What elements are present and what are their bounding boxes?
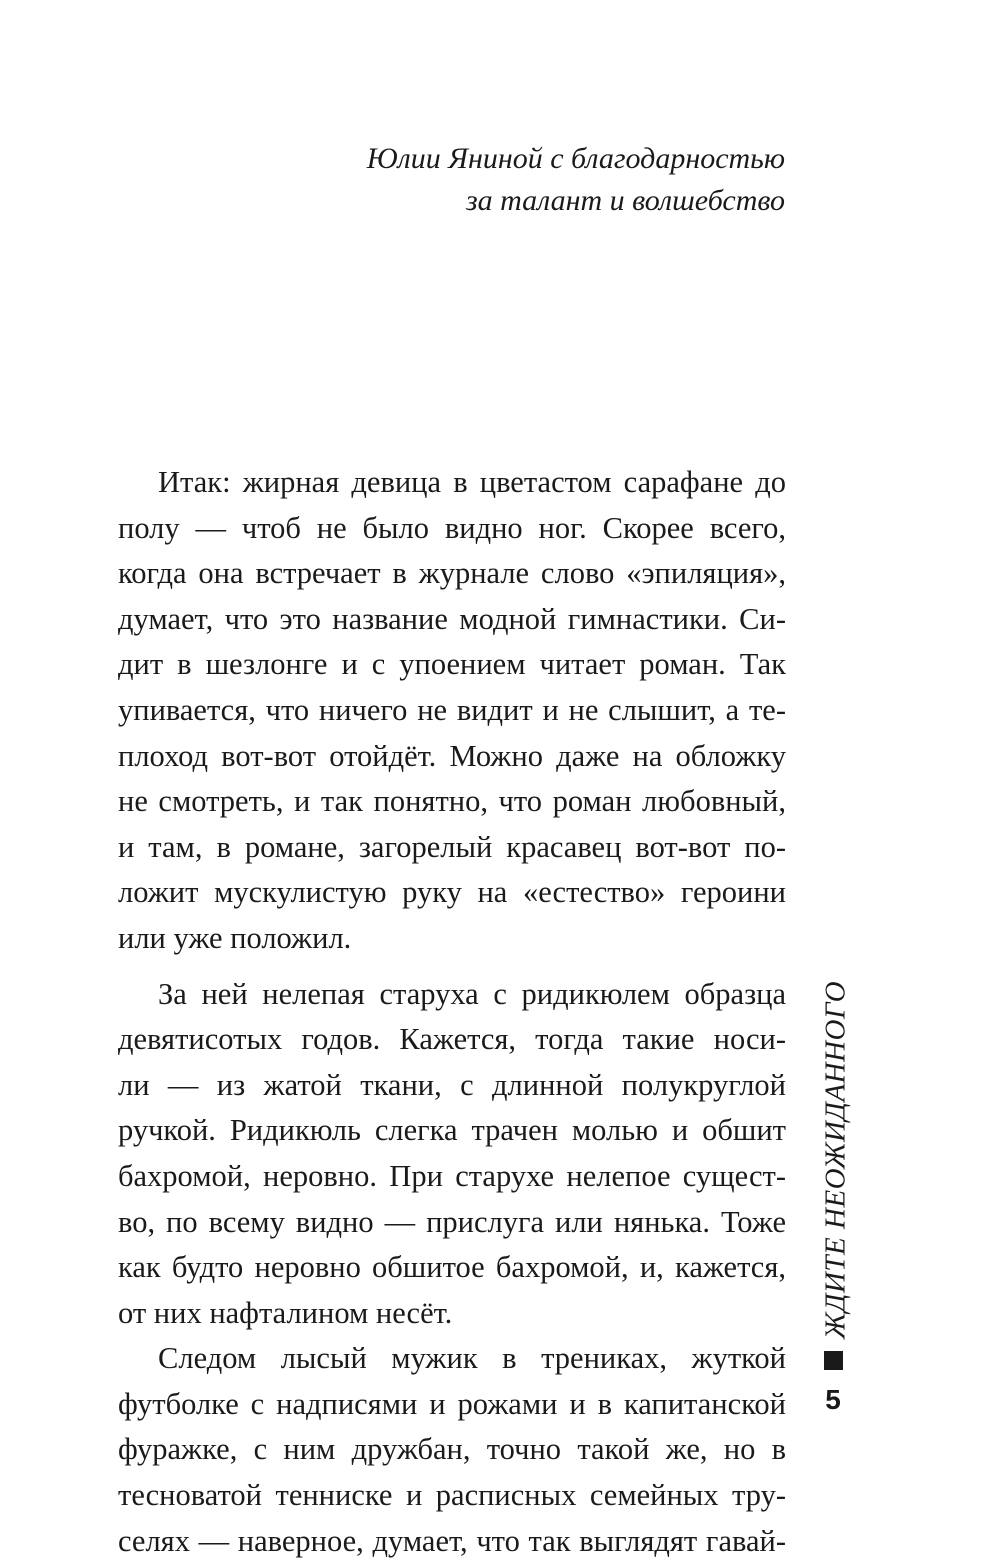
text-line: футболке с надписями и рожами и в капитанской [118, 1386, 786, 1421]
text-line: плоход вот-вот отойдёт. Можно даже на обложку [118, 738, 786, 773]
text-line: бахромой, неровно. При старухе нелепое сущест- [118, 1158, 786, 1193]
page-number: 5 [825, 1384, 841, 1415]
text-line: не смотреть, и так понятно, что роман любовный, [118, 784, 786, 819]
text-line: девятисотых годов. Кажется, тогда такие носи- [118, 1022, 786, 1057]
text-line: упивается, что ничего не видит и не слышит, а те- [118, 692, 786, 727]
text-line: Итак: жирная девица в цветастом сарафане до [158, 465, 786, 499]
text-line: ложит мускулистую руку на «естество» героини [118, 875, 786, 910]
text-line: от них нафталином несёт. [118, 1295, 453, 1330]
text-line: когда она встречает в журнале слово «эпиляция», [118, 556, 786, 591]
text-line: фуражке, с ним дружбан, точно такой же, но в [118, 1432, 786, 1467]
text-line: дит в шезлонге и с упоением читает роман. Так [118, 647, 786, 682]
paragraph-gap [118, 962, 786, 972]
epigraph [367, 138, 785, 222]
text-line: Следом лысый мужик в трениках, жуткой [158, 1341, 786, 1376]
text-line: За ней нелепая старуха с ридикюлем образца [158, 976, 786, 1011]
text-line: во, по всему видно — прислуга или нянька. Тоже [118, 1204, 786, 1239]
running-head-title: ЖДИТЕ НЕОЖИДАННОГО [819, 980, 852, 1340]
text-line: ли — из жатой ткани, с длинной полукруглой [118, 1067, 786, 1102]
text-line: думает, что это название модной гимнастики. Си- [118, 601, 786, 636]
text-line: и там, в романе, загорелый красавец вот-вот по- [118, 829, 786, 864]
epigraph-line: за талант и волшебство [465, 184, 785, 217]
text-line: ручкой. Ридикюль слегка трачен молью и обшит [118, 1113, 786, 1148]
text-line: тесноватой тенниске и расписных семейных тру- [118, 1478, 786, 1513]
text-line: полу — чтоб не было видно ног. Скорее всего, [118, 510, 786, 545]
square-marker-icon [824, 1351, 843, 1370]
body-text [118, 460, 786, 1564]
text-line: или уже положил. [118, 920, 352, 955]
text-line: как будто неровно обшитое бахромой, и, кажется, [118, 1250, 786, 1285]
running-head [812, 980, 860, 1340]
epigraph-line: Юлии Яниной с благодарностью [366, 142, 785, 175]
text-line: селях — наверное, думает, что так выглядят гавай- [118, 1523, 786, 1558]
